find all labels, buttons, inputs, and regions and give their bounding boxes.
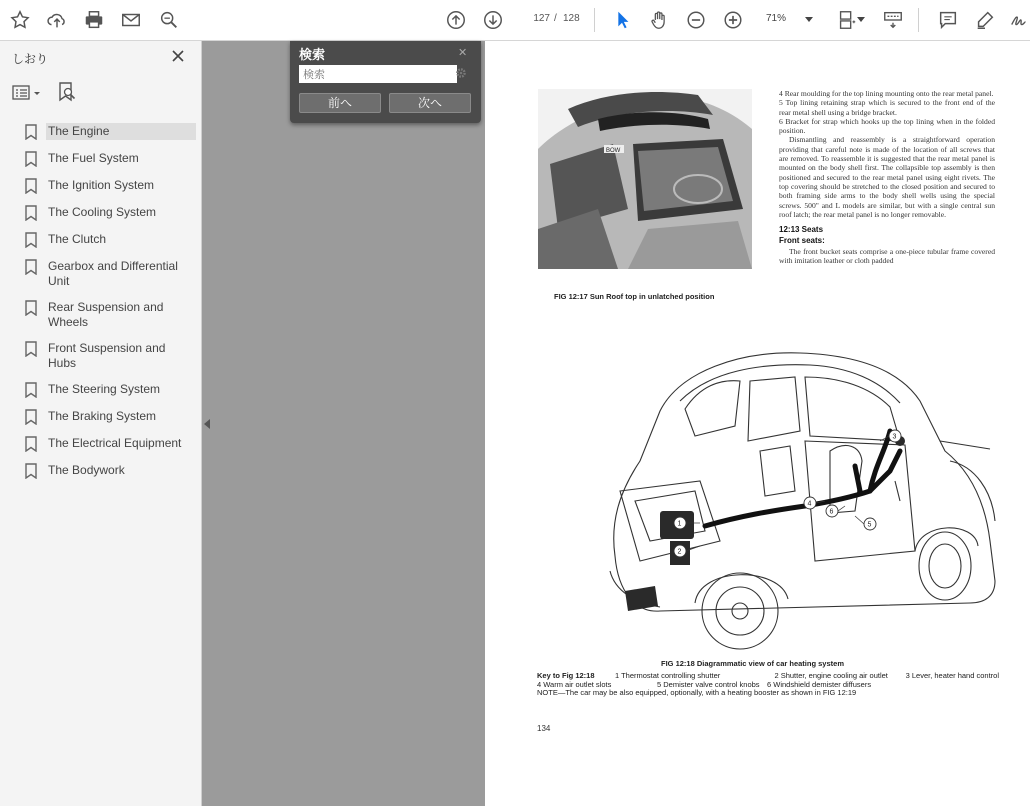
bookmark-icon xyxy=(24,463,38,479)
subheading: Front seats: xyxy=(779,236,825,246)
text-item: 4 Rear moulding for the top lining mounting onto the rear metal panel. xyxy=(779,89,994,98)
bookmark-item[interactable] xyxy=(24,229,198,251)
find-input[interactable] xyxy=(299,65,457,83)
close-find-icon[interactable]: ✕ xyxy=(458,46,468,59)
figure-key xyxy=(537,672,999,698)
zoom-level[interactable]: 71% xyxy=(766,13,787,24)
bookmark-label: The Bodywork xyxy=(48,463,125,477)
callout-6: 6 xyxy=(829,508,834,516)
hand-tool-icon[interactable] xyxy=(646,7,672,33)
email-icon[interactable] xyxy=(118,7,144,33)
bookmark-icon xyxy=(24,124,38,140)
gear-icon[interactable] xyxy=(455,67,467,79)
heating-system-diagram xyxy=(600,341,1005,659)
key-entry: 4 Warm air outlet slots xyxy=(537,679,612,689)
page-separator: / xyxy=(554,13,557,24)
body-paragraph: Dismantling and reassembly is a straightforward operation providing that careful note is made of the location of all screws that are removed. To reassemble it is suggested that the rear metal panel is mounted on the body shell first. The collapsible top assembly is then positioned and secured to the rear metal panel using eight rivets. The top covering should be stretched to the closed position and secured to both framing side arms to the body shell wells using the special screws. 500" and L models are similar, but with a single central sun roof latch; the rear metal panel is no longer removable. xyxy=(779,135,995,219)
bookmark-item[interactable] xyxy=(24,256,198,292)
bookmark-item[interactable] xyxy=(24,406,198,428)
print-icon[interactable] xyxy=(81,7,107,33)
bookmark-label: The Braking System xyxy=(48,409,157,423)
find-bookmark-icon[interactable] xyxy=(56,81,78,103)
callout-2: 2 xyxy=(677,548,682,556)
key-entry: 1 Thermostat controlling shutter xyxy=(614,671,721,680)
key-entry: 3 Lever, heater hand control xyxy=(905,671,999,680)
bookmark-label: The Steering System xyxy=(48,382,161,396)
pdf-page xyxy=(485,41,1030,806)
callout-1: 1 xyxy=(677,520,682,528)
bookmark-icon xyxy=(24,232,38,248)
text-item: 5 Top lining retaining strap which is secured to the front end of the rear metal shell using a bridge bracket. xyxy=(779,98,995,117)
bookmarks-panel xyxy=(0,41,202,806)
page-number: 134 xyxy=(537,724,551,733)
bookmark-icon xyxy=(24,436,38,452)
callout-4: 4 xyxy=(807,500,812,508)
key-entry: 2 Shutter, engine cooling air outlet xyxy=(774,671,888,680)
bookmark-item[interactable] xyxy=(24,460,198,482)
zoom-in-icon[interactable] xyxy=(720,7,746,33)
key-entry: 6 Windshield demister diffusers xyxy=(767,679,872,689)
collapse-panel-chevron-icon[interactable] xyxy=(204,419,210,429)
highlight-pen-icon[interactable] xyxy=(972,7,998,33)
search-zoom-icon[interactable] xyxy=(156,7,182,33)
bookmark-list xyxy=(24,121,198,487)
callout-3: 3 xyxy=(892,433,897,441)
bookmark-label: The Electrical Equipment xyxy=(48,436,182,450)
zoom-out-icon[interactable] xyxy=(683,7,709,33)
callout-5: 5 xyxy=(867,521,872,529)
upload-icon[interactable] xyxy=(44,7,70,33)
body-text-column xyxy=(779,89,995,265)
find-title: 検索 xyxy=(299,48,326,63)
key-note: NOTE—The car may be also equipped, optionally, with a heating booster as shown in FIG 12:19 xyxy=(537,688,857,697)
zoom-dropdown-chevron-icon[interactable] xyxy=(805,17,813,22)
bookmark-item[interactable] xyxy=(24,297,198,333)
toolbar-divider xyxy=(918,8,919,32)
section-heading: 12:13 Seats xyxy=(779,225,824,235)
bookmark-item[interactable] xyxy=(24,338,198,374)
body-paragraph: The front bucket seats comprise a one-piece tubular frame covered with imitation leather or cloth padded xyxy=(779,246,995,266)
find-next-button[interactable]: 次へ xyxy=(389,93,471,113)
close-panel-icon[interactable] xyxy=(170,48,186,64)
bookmark-icon xyxy=(24,382,38,398)
key-title: Key to Fig 12:18 xyxy=(537,671,595,680)
text-item: 6 Bracket for strap which hooks up the top lining when in the folded position. xyxy=(779,116,995,136)
bookmark-label: Rear Suspension and Wheels xyxy=(48,300,164,329)
total-pages: 128 xyxy=(563,13,580,24)
toolbar xyxy=(0,0,1030,41)
bookmark-icon xyxy=(24,259,38,275)
sun-roof-photo xyxy=(538,89,752,269)
bookmark-label: The Cooling System xyxy=(48,205,157,219)
figure-caption: FIG 12:17 Sun Roof top in unlatched position xyxy=(554,292,715,301)
bookmark-icon xyxy=(24,300,38,316)
bookmark-item[interactable] xyxy=(24,379,198,401)
comment-icon[interactable] xyxy=(935,7,961,33)
bookmark-item[interactable] xyxy=(24,175,198,197)
find-dialog xyxy=(290,41,481,123)
bookmark-item[interactable] xyxy=(24,433,198,455)
bookmark-icon xyxy=(24,409,38,425)
photo-tag: BOW xyxy=(606,148,621,154)
sign-icon[interactable] xyxy=(1007,7,1030,33)
scroll-mode-icon[interactable] xyxy=(880,7,906,33)
bookmark-item[interactable] xyxy=(24,202,198,224)
bookmark-star-icon[interactable] xyxy=(7,7,33,33)
bookmark-item[interactable] xyxy=(24,148,198,170)
previous-page-icon[interactable] xyxy=(443,7,469,33)
bookmark-item[interactable] xyxy=(24,121,198,143)
bookmark-label: The Fuel System xyxy=(48,151,139,165)
find-previous-button[interactable]: 前へ xyxy=(299,93,381,113)
bookmark-label: The Engine xyxy=(46,123,196,140)
bookmark-icon xyxy=(24,205,38,221)
bookmark-icon xyxy=(24,178,38,194)
current-page-input[interactable]: 127 xyxy=(533,13,550,24)
bookmark-label: Front Suspension and Hubs xyxy=(48,341,166,370)
panel-title: しおり xyxy=(12,52,49,66)
bookmark-label: Gearbox and Differential Unit xyxy=(48,259,178,288)
bookmark-icon xyxy=(24,151,38,167)
bookmark-icon xyxy=(24,341,38,357)
key-entry: 5 Demister valve control knobs xyxy=(657,679,760,689)
next-page-icon[interactable] xyxy=(480,7,506,33)
bookmark-options-icon[interactable] xyxy=(12,83,42,103)
bookmark-label: The Clutch xyxy=(48,232,107,246)
bookmark-label: The Ignition System xyxy=(48,178,155,192)
toolbar-divider xyxy=(594,8,595,32)
figure-caption: FIG 12:18 Diagrammatic view of car heating system xyxy=(661,659,844,668)
page-fit-chevron-icon[interactable] xyxy=(857,17,865,22)
select-cursor-icon[interactable] xyxy=(609,7,635,33)
